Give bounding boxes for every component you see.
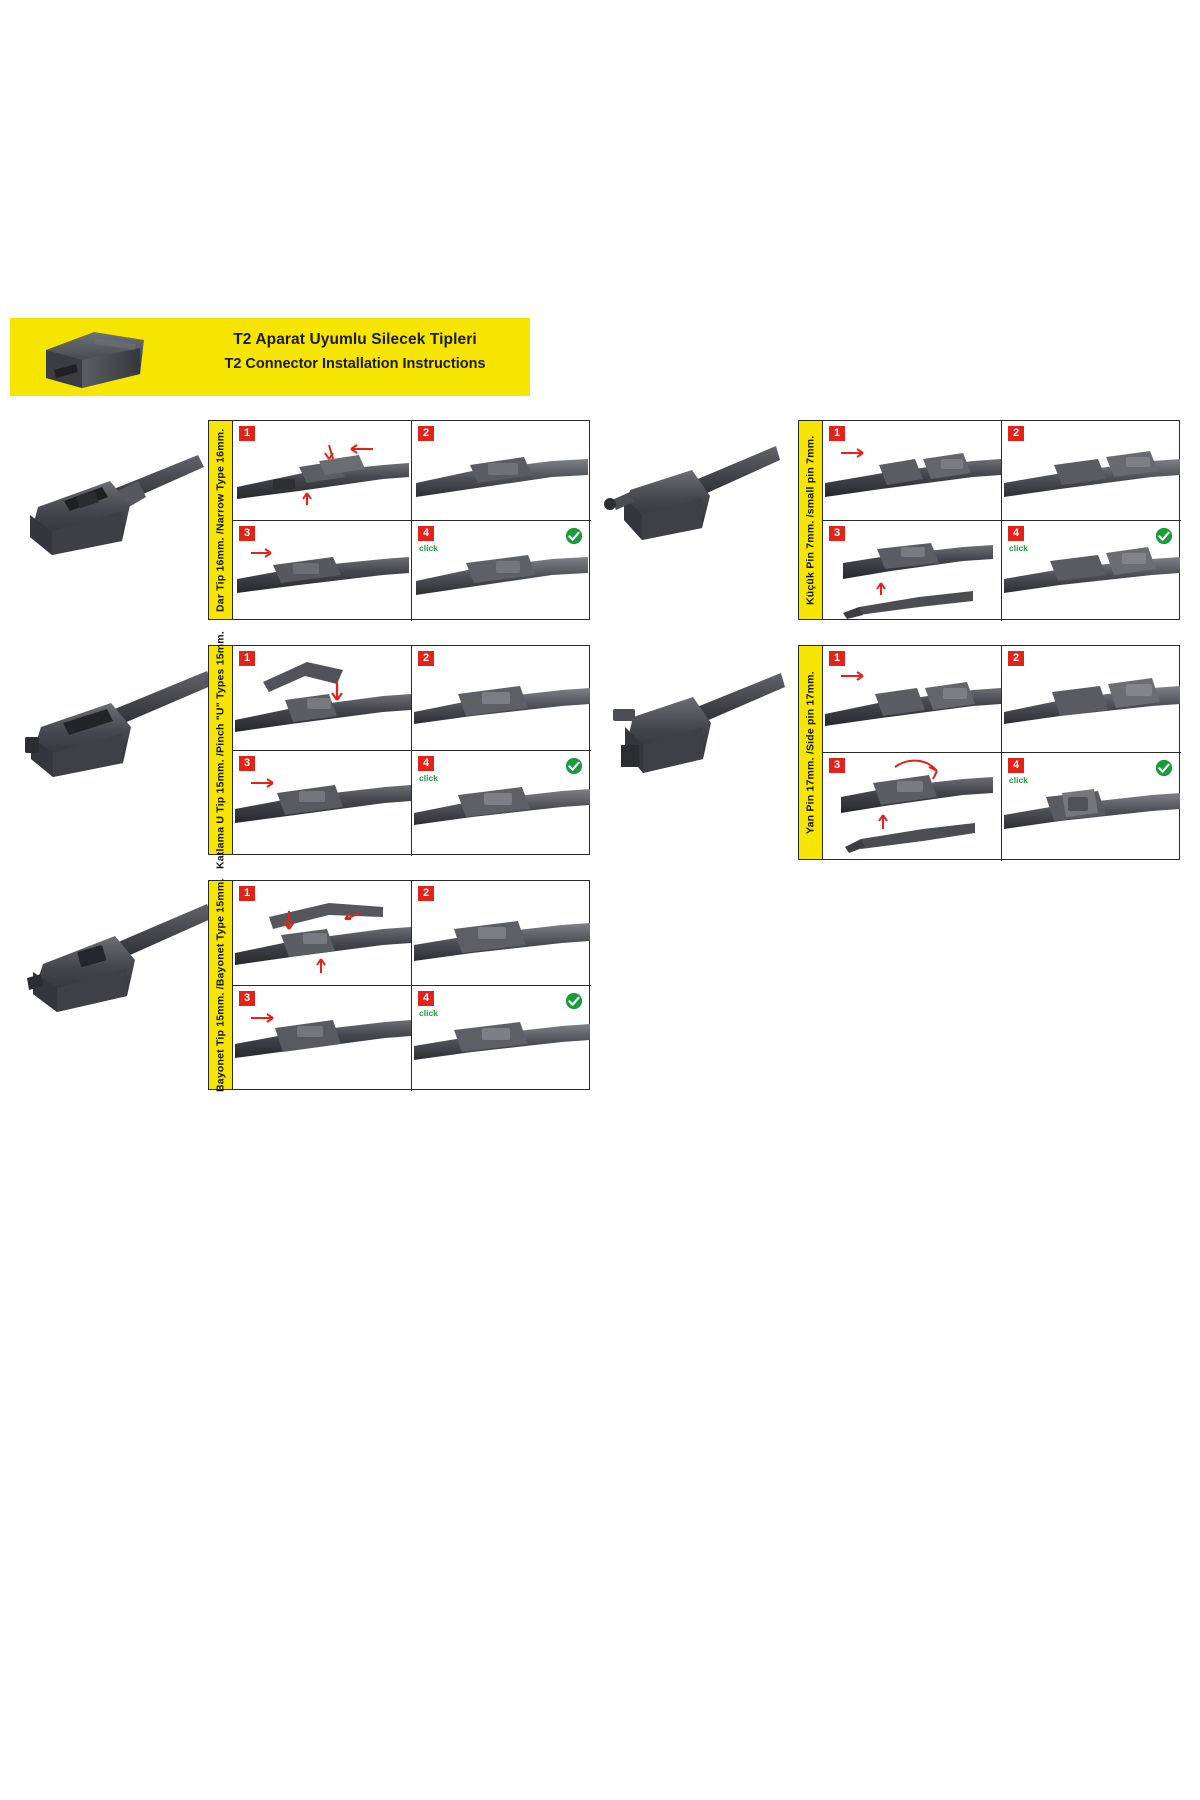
step-illustration xyxy=(233,646,412,751)
step-cell-4 xyxy=(1002,521,1181,621)
block-bayonet-15mm xyxy=(10,880,590,1090)
step-cell-3 xyxy=(823,753,1002,861)
spine-small-pin-7mm xyxy=(798,420,822,620)
narrow-type-connector-icon xyxy=(18,445,208,560)
step-cell-1 xyxy=(233,646,412,751)
spine-label-small-pin-7mm: Küçük Pin 7mm. /small pin 7mm. xyxy=(804,435,817,605)
green-check-icon xyxy=(565,992,583,1010)
step-illustration xyxy=(823,521,1002,621)
step-cell-3 xyxy=(233,521,412,621)
step-cell-2 xyxy=(412,421,591,521)
panel-small-pin-7mm xyxy=(822,420,1180,620)
step-number: 4 xyxy=(418,756,434,771)
step-number: 3 xyxy=(239,526,255,541)
header-title-tr: T2 Aparat Uyumlu Silecek Tipleri xyxy=(233,331,477,348)
header-title-group xyxy=(185,328,525,376)
panel-side-pin-17mm xyxy=(822,645,1180,860)
block-narrow-16mm xyxy=(10,420,590,620)
step-number: 4 xyxy=(1008,758,1024,773)
step-number: 1 xyxy=(829,426,845,441)
step-cell-3 xyxy=(233,986,412,1091)
pinch-u-connector-icon xyxy=(15,665,215,785)
panel-bayonet-15mm xyxy=(232,880,590,1090)
step-illustration xyxy=(233,986,412,1091)
step-number: 3 xyxy=(829,526,845,541)
side-pin-connector-icon xyxy=(585,665,785,790)
block-pinch-u-15mm xyxy=(10,631,590,869)
step-cell-1 xyxy=(233,421,412,521)
step-illustration xyxy=(823,421,1002,521)
step-cell-2 xyxy=(1002,646,1181,753)
step-number: 3 xyxy=(239,756,255,771)
step-cell-2 xyxy=(412,881,591,986)
bayonet-connector-icon xyxy=(15,900,215,1020)
spine-label-side-pin-17mm: Yan Pin 17mm. /Side pin 17mm. xyxy=(804,671,817,834)
step-number: 3 xyxy=(239,991,255,1006)
step-illustration xyxy=(233,751,412,856)
step-cell-4 xyxy=(412,751,591,856)
step-number: 2 xyxy=(1008,651,1024,666)
step-cell-4 xyxy=(412,986,591,1091)
step-number: 4 xyxy=(1008,526,1024,541)
step-number: 4 xyxy=(418,526,434,541)
step-number: 2 xyxy=(418,426,434,441)
step-number: 1 xyxy=(239,886,255,901)
step-number: 2 xyxy=(418,886,434,901)
step-number: 3 xyxy=(829,758,845,773)
green-check-icon xyxy=(565,757,583,775)
step-illustration xyxy=(823,646,1002,753)
step-illustration xyxy=(412,881,591,986)
step-illustration xyxy=(412,646,591,751)
spine-bayonet-15mm xyxy=(208,880,232,1090)
step-illustration xyxy=(412,421,591,521)
step-illustration xyxy=(233,881,412,986)
step-cell-3 xyxy=(823,521,1002,621)
step-illustration xyxy=(233,521,412,621)
step-cell-4 xyxy=(1002,753,1181,861)
spine-label-pinch-u-15mm: Katlama U Tip 15mm. /Pinch "U" Types 15mm. xyxy=(214,631,227,869)
spine-side-pin-17mm xyxy=(798,645,822,860)
header-banner xyxy=(10,318,530,396)
green-check-icon xyxy=(565,527,583,545)
step-cell-3 xyxy=(233,751,412,856)
step-cell-2 xyxy=(1002,421,1181,521)
step-cell-2 xyxy=(412,646,591,751)
green-check-icon xyxy=(1155,759,1173,777)
header-title-en: T2 Connector Installation Instructions xyxy=(224,356,486,372)
step-number: 2 xyxy=(1008,426,1024,441)
block-small-pin-7mm xyxy=(600,420,1180,620)
click-label: click xyxy=(1009,543,1028,553)
spine-narrow-16mm xyxy=(208,420,232,620)
block-side-pin-17mm xyxy=(600,645,1180,860)
spine-pinch-u-15mm xyxy=(208,631,232,869)
step-number: 2 xyxy=(418,651,434,666)
step-cell-4 xyxy=(412,521,591,621)
wiper-connector-icon xyxy=(36,326,156,394)
step-cell-1 xyxy=(823,421,1002,521)
spine-label-narrow-16mm: Dar Tip 16mm. /Narrow Type 16mm. xyxy=(214,428,227,612)
small-pin-connector-icon xyxy=(590,440,780,550)
click-label: click xyxy=(1009,775,1028,785)
step-cell-1 xyxy=(823,646,1002,753)
green-check-icon xyxy=(1155,527,1173,545)
step-illustration xyxy=(233,421,412,521)
step-cell-1 xyxy=(233,881,412,986)
step-number: 1 xyxy=(829,651,845,666)
step-number: 1 xyxy=(239,426,255,441)
click-label: click xyxy=(419,773,438,783)
panel-narrow-16mm xyxy=(232,420,590,620)
step-illustration xyxy=(823,753,1002,861)
step-illustration xyxy=(1002,421,1181,521)
step-number: 4 xyxy=(418,991,434,1006)
step-number: 1 xyxy=(239,651,255,666)
panel-pinch-u-15mm xyxy=(232,645,590,855)
spine-label-bayonet-15mm: Bayonet Tip 15mm. /Bayonet Type 15mm. xyxy=(214,878,227,1092)
step-illustration xyxy=(1002,646,1181,753)
click-label: click xyxy=(419,1008,438,1018)
click-label: click xyxy=(419,543,438,553)
